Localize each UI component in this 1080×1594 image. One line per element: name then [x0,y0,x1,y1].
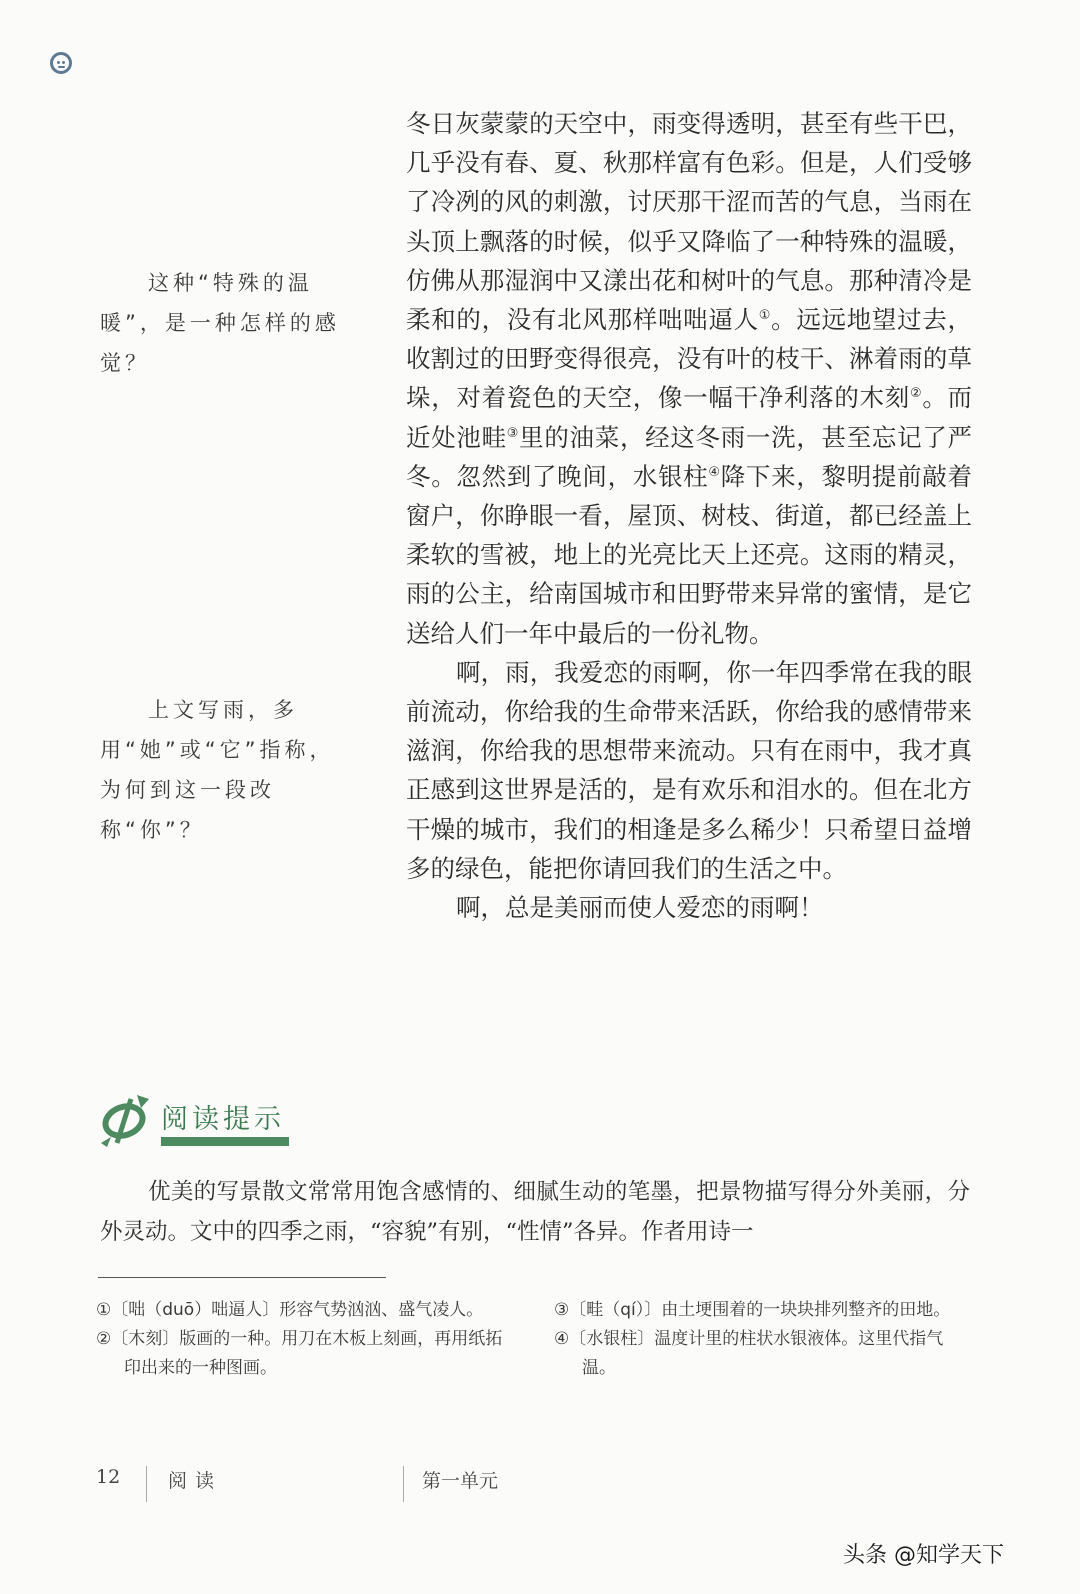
footnotes-left-column [96,1296,516,1383]
paragraph-1: 冬日灰蒙蒙的天空中，雨变得透明，甚至有些干巴，几乎没有春、夏、秋那样富有色彩。但是，人们受够了冷冽的风的刺激，讨厌那干涩而苦的气息，当雨在头顶上飘落的时候，似乎又降临了一种特殊的温暖，仿佛从那湿润中又漾出花和树叶的气息。那种清冷是柔和的，没有北风那样咄咄逼人①。远远地望过去，收割过的田野变得很亮，没有叶的枝干、淋着雨的草垛，对着瓷色的天空，像一幅干净利落的木刻②。而近处池畦③里的油菜，经这冬雨一洗，甚至忘记了严冬。忽然到了晚间，水银柱④降下来，黎明提前敲着窗户，你睁眼一看，屋顶、树枝、街道，都已经盖上柔软的雪被，地上的光亮比天上还亮。这雨的精灵，雨的公主，给南国城市和田野带来异常的蜜情，是它送给人们一年中最后的一份礼物。 [406,109,973,648]
page-number: 12 [96,1466,121,1488]
footnote-divider [98,1277,386,1278]
reading-tip-arrow-icon [97,1093,153,1147]
title-underline-bar [161,1137,289,1146]
footer-section-label: 阅读 [168,1470,223,1492]
watermark: 头条 @知学天下 [843,1543,1004,1568]
reading-tip-title: 阅读提示 [161,1104,285,1135]
reading-tip-header [97,1093,297,1153]
paragraph-3: 啊，总是美丽而使人爱恋的雨啊！ [456,893,824,923]
footnote-ref-2[interactable]: ② [909,386,923,402]
footnotes-right-column [554,1296,974,1383]
reading-tip-body: 优美的写景散文常常用饱含感情的、细腻生动的笔墨，把景物描写得分外美丽，分外灵动。文中的四季之雨，“容貌”有别，“性情”各异。作者用诗一 [100,1179,970,1245]
footnote-3: ③〔畦（qí）〕由土埂围着的一块块排列整齐的田地。 [554,1300,951,1320]
footnote-2: ②〔木刻〕版画的一种。用刀在木板上刻画，再用纸拓印出来的一种图画。 [96,1329,503,1378]
footnote-ref-1[interactable]: ① [758,307,772,323]
main-body-text [406,104,972,927]
footnote-ref-4[interactable]: ④ [708,464,721,480]
margin-question-1: 这种“特殊的温暖”，是一种怎样的感觉？ [100,271,340,375]
footnote-1: ①〔咄（duō）咄逼人〕形容气势汹汹、盛气凌人。 [96,1300,484,1320]
footnote-ref-3[interactable]: ③ [506,425,520,441]
footer-unit-label: 第一单元 [422,1470,499,1492]
footnote-4: ④〔水银柱〕温度计里的柱状水银液体。这里代指气温。 [554,1329,944,1378]
paragraph-2: 啊，雨，我爱恋的雨啊，你一年四季常在我的眼前流动，你给我的生命带来活跃，你给我的感情带来滋润，你给我的思想带来流动。只有在雨中，我才真正感到这世界是活的，是有欢乐和泪水的。但在北方干燥的城市，我们的相逢是多么稀少！只希望日益增多的绿色，能把你请回我们的生活之中。 [406,657,972,883]
footer-divider [403,1466,404,1502]
footer-divider [146,1466,147,1502]
margin-question-2: 上文写雨，多用“她”或“它”指称，为何到这一段改称“你”？ [100,698,335,842]
smiley-face-icon [50,52,72,74]
